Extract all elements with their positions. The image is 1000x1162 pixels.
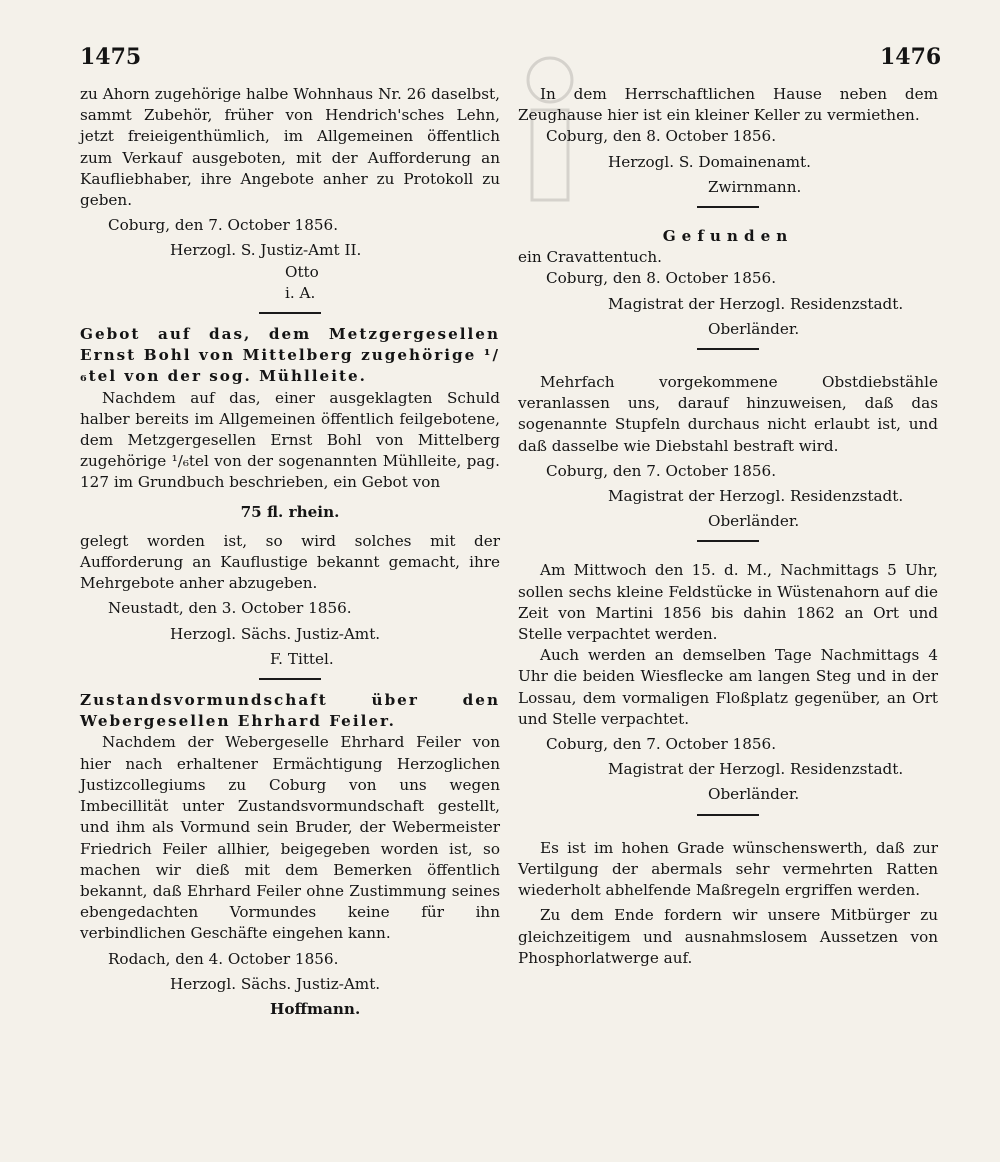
notice-bohl-offer bbox=[80, 324, 500, 670]
signature-note: i. A. bbox=[285, 283, 316, 302]
issuing-office: Herzogl. S. Justiz-Amt II. bbox=[170, 241, 362, 260]
separator-rule bbox=[697, 814, 759, 816]
place-date: Coburg, den 7. October 1856. bbox=[546, 461, 777, 480]
notice-body: zu Ahorn zugehörige halbe Wohnhaus Nr. 26 daselbst, sammt Zubehör, früher von Hendrich'sches Lehn, jetzt freieigenthümlich, im Allgemeinen öffentlich zum Verkauf ausgeboten, mit der Aufforderung an Kaufliebhaber, ihre Angebote anher zu Protokoll zu geben. bbox=[80, 85, 500, 210]
separator-rule bbox=[697, 206, 759, 208]
issuing-office: Magistrat der Herzogl. Residenzstadt. bbox=[608, 487, 904, 506]
separator-rule bbox=[259, 678, 321, 680]
issuing-office: Herzogl. S. Domainenamt. bbox=[608, 152, 811, 171]
notice-cellar-rent bbox=[518, 84, 938, 198]
signature: Hoffmann. bbox=[270, 999, 361, 1018]
right-column bbox=[518, 84, 938, 969]
notice-body: Es ist im hohen Grade wünschenswerth, daß zur Vertilgung der abermals sehr vermehrten Ratten wiederholt abhelfende Maßregeln ergriffen werden. bbox=[518, 838, 938, 900]
notice-heading: Gefunden bbox=[662, 227, 794, 246]
signature: F. Tittel. bbox=[270, 649, 334, 668]
issuing-office: Magistrat der Herzogl. Residenzstadt. bbox=[608, 294, 904, 313]
notice-body: Nachdem der Webergeselle Ehrhard Feiler von hier nach erhaltener Ermächtigung Herzoglichen Justizcollegiums zu Coburg von uns wegen Imbecillität unter Zustandsvormundschaft gestellt, und ihm als Vormund sein Bruder, der Webermeister Friedrich Feiler allhier, beigegeben worden ist, so machen wir dieß mit dem Bemerken öffentlich bekannt, daß Ehrhard Feiler ohne Zustimmung seines ebengedachten Vormundes keine für ihn verbindlichen Geschäfte eingehen kann. bbox=[80, 733, 500, 943]
notice-fruit-theft bbox=[518, 372, 938, 532]
issuing-office: Herzogl. Sächs. Justiz-Amt. bbox=[170, 624, 381, 643]
notice-body: Mehrfach vorgekommene Obstdiebstähle veranlassen uns, darauf hinzuweisen, daß das sogenannte Stupfeln durchaus nicht erlaubt ist, und daß dasselbe wie Diebstahl bestraft wird. bbox=[518, 373, 938, 455]
place-date: Rodach, den 4. October 1856. bbox=[108, 949, 339, 968]
notice-found-item bbox=[518, 226, 938, 340]
left-column bbox=[80, 84, 500, 1020]
notice-body-continued: Zu dem Ende fordern wir unsere Mitbürger zu gleichzeitigem und ausnahmslosem Aussetzen von Phosphorlatwerge auf. bbox=[518, 906, 938, 967]
offer-amount: 75 fl. rhein. bbox=[240, 502, 340, 521]
notice-heading: Gebot auf das, dem Metzgergesellen Ernst Bohl von Mittelberg zugehörige ¹/₆tel von der sog. Mühlleite. bbox=[80, 325, 500, 386]
signature: Otto bbox=[285, 262, 319, 281]
signature: Oberländer. bbox=[708, 512, 800, 531]
signature: Zwirnmann. bbox=[708, 177, 802, 196]
place-date: Coburg, den 8. October 1856. bbox=[546, 127, 777, 146]
separator-rule bbox=[697, 540, 759, 542]
notice-body: In dem Herrschaftlichen Hause neben dem Zeughause hier ist ein kleiner Keller zu vermiethen. bbox=[518, 85, 938, 125]
notice-ahorn-sale bbox=[80, 84, 500, 304]
place-date: Neustadt, den 3. October 1856. bbox=[108, 599, 352, 618]
notice-rat-control bbox=[518, 838, 938, 969]
notice-body: ein Cravattentuch. bbox=[518, 248, 662, 267]
place-date: Coburg, den 8. October 1856. bbox=[546, 269, 777, 288]
notice-feiler-guardianship bbox=[80, 690, 500, 1020]
issuing-office: Magistrat der Herzogl. Residenzstadt. bbox=[608, 760, 904, 779]
notice-body: Am Mittwoch den 15. d. M., Nachmittags 5 Uhr, sollen sechs kleine Feldstücke in Wüstenahorn auf die Zeit von Martini 1856 bis dahin 1862 an Ort und Stelle verpachtet werden. bbox=[518, 561, 938, 644]
page-number-right: 1476 bbox=[880, 44, 942, 70]
signature: Oberländer. bbox=[708, 785, 800, 804]
signature: Oberländer. bbox=[708, 319, 800, 338]
separator-rule bbox=[697, 348, 759, 350]
place-date: Coburg, den 7. October 1856. bbox=[108, 216, 339, 235]
notice-body: Nachdem auf das, einer ausgeklagten Schuld halber bereits im Allgemeinen öffentlich feilgebotene, dem Metzgergesellen Ernst Bohl von Mittelberg zugehörige ¹/₆tel von der sogenannten Mühlleite, pag. 127 im Grundbuch beschrieben, ein Gebot von bbox=[80, 388, 500, 492]
issuing-office: Herzogl. Sächs. Justiz-Amt. bbox=[170, 974, 381, 993]
separator-rule bbox=[259, 312, 321, 314]
notice-body-continued: Auch werden an demselben Tage Nachmittags 4 Uhr die beiden Wiesflecke am langen Steg und in der Lossau, dem vormaligen Floßplatz gegenüber, an Ort und Stelle verpachtet. bbox=[518, 646, 938, 728]
place-date: Coburg, den 7. October 1856. bbox=[546, 735, 777, 754]
notice-body-continued: gelegt worden ist, so wird solches mit der Aufforderung an Kauflustige bekannt gemacht, ihre Mehrgebote anher abzugeben. bbox=[80, 531, 500, 593]
notice-field-lease bbox=[518, 560, 938, 805]
page-number-left: 1475 bbox=[80, 44, 142, 70]
notice-heading: Zustandsvormundschaft über den Webergesellen Ehrhard Feiler. bbox=[80, 691, 500, 731]
